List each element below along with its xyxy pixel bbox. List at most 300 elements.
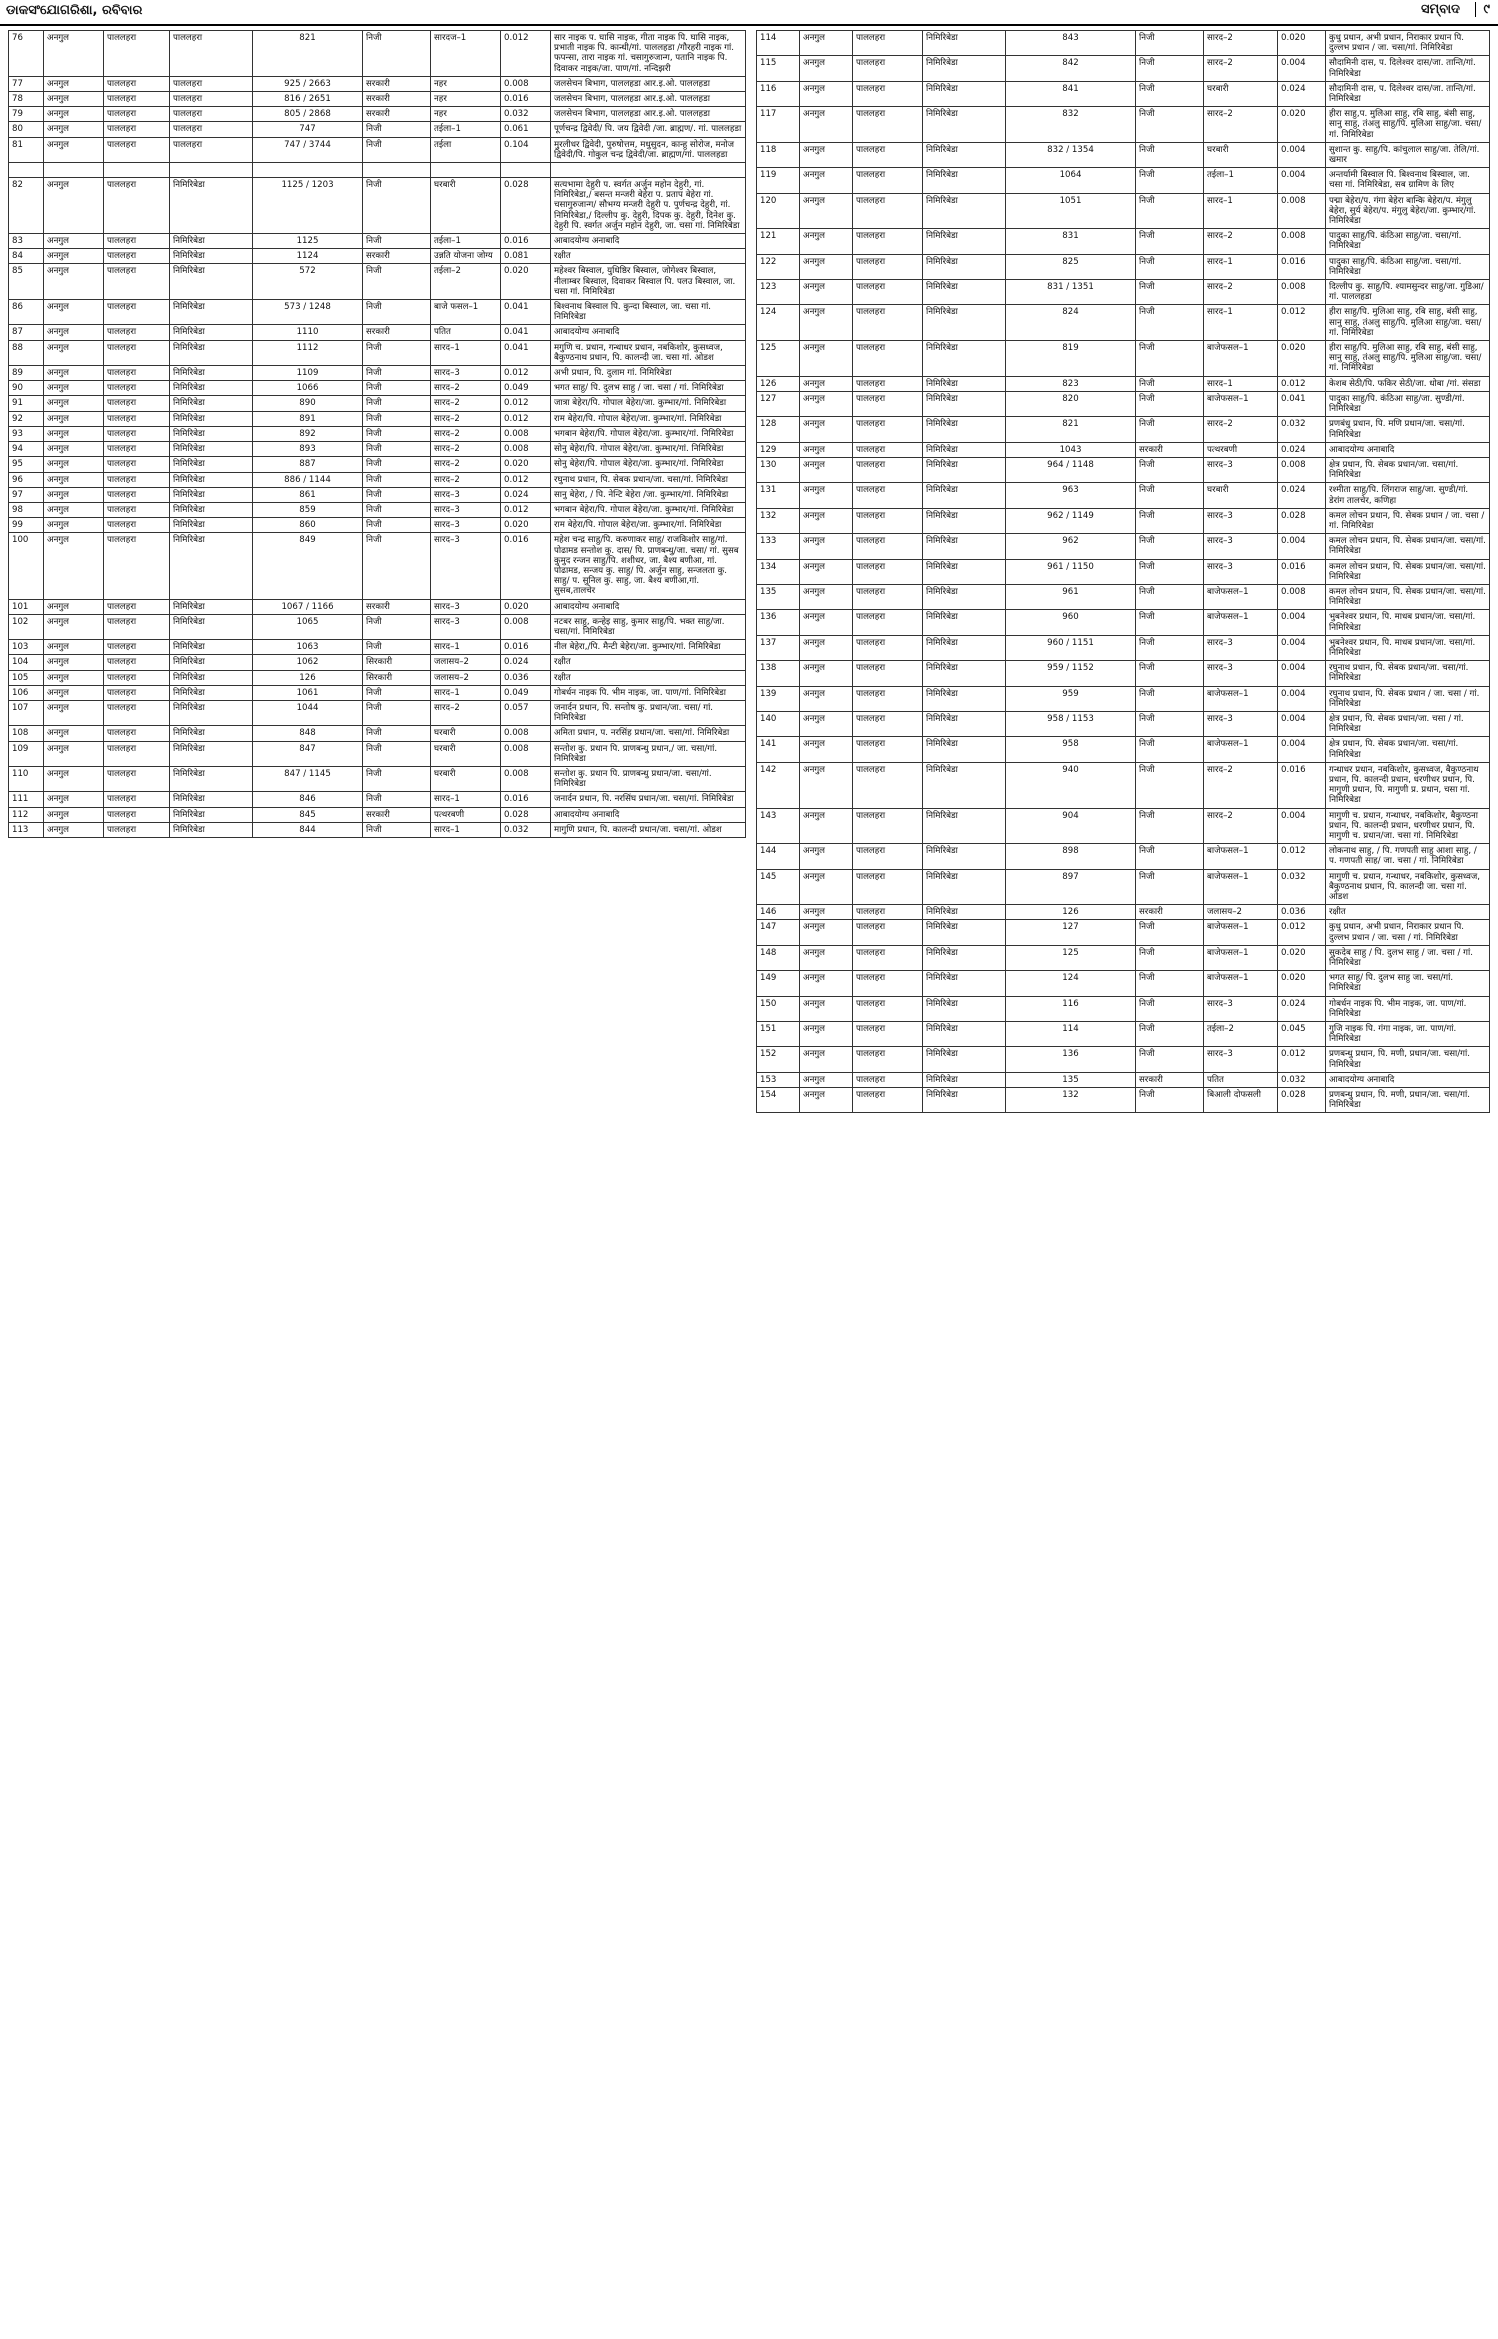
row-number-cell: 78 [9,92,44,107]
district-cell: अनगुल [800,142,853,167]
area-cell: 0.004 [1278,711,1326,736]
ownership-cell: निजी [363,396,431,411]
row-number-cell: 143 [757,808,800,844]
ownership-cell: सरकारी [363,599,431,614]
table-row [9,122,746,137]
row-number-cell: 88 [9,340,44,365]
plot-number-cell: 897 [1006,869,1136,905]
ownership-cell: निजी [363,300,431,325]
plot-number-cell: 124 [1006,971,1136,996]
owner-details-cell: सौदामिनी दास, प. दिलेश्वर दास/जा. तान्ति/गां. निमिरिबेडा [1326,56,1490,81]
ownership-cell: निजी [363,442,431,457]
owner-details-cell: आबादयोग्य अनाबादि [551,807,746,822]
village-cell: निमिरिबेडा [170,741,253,766]
plot-number-cell: 940 [1006,762,1136,808]
plot-number-cell: 1065 [253,614,363,639]
district-cell: अनगुल [44,178,104,234]
district-cell: अनगुल [800,559,853,584]
row-number-cell: 93 [9,426,44,441]
owner-details-cell: हीरा साहु/पि. मुलिआ साहु, रबि साहु, बंसी साहु, सानु साहु, तंअलु साहु/पि. मुलिआ साहु/जा. चसा/गां. निमिरिबेडा [1326,305,1490,341]
ownership-cell: निजी [363,822,431,837]
area-cell: 0.020 [501,599,551,614]
table-row [757,534,1490,559]
owner-details-cell: जात्रा बेहेरा/पि. गोपाल बेहेरा/जा. कुम्भार/गां. निमिरिबेडा [551,396,746,411]
village-cell: निमिरिबेडा [170,366,253,381]
ownership-cell: निजी [363,411,431,426]
area-cell: 0.041 [501,300,551,325]
district-cell: अनगुल [44,234,104,249]
village-cell: निमिरिबेडा [923,635,1006,660]
land-type-cell: सारद–2 [1204,762,1278,808]
land-type-cell: सारद–1 [431,822,501,837]
table-row [757,996,1490,1021]
table-row [757,81,1490,106]
owner-details-cell: पद्मा बेहेरा/प. गंगा बेहेरा बान्कि बेहेरा/प. मंगुलु बेहेरा, सुर्य बेहेरा/प. मंगुलु बेहेरा/जा. कुम्भार/गां. निमिरिबेडा [1326,193,1490,229]
land-type-cell: सारद–3 [1204,457,1278,482]
ownership-cell: निजी [1136,168,1204,193]
area-cell: 0.041 [501,325,551,340]
ownership-cell: निजी [1136,686,1204,711]
plot-number-cell: 841 [1006,81,1136,106]
district-cell: अनगुल [800,711,853,736]
row-number-cell: 81 [9,137,44,162]
table-row [757,559,1490,584]
header-right [1421,2,1490,17]
district-cell: अनगुल [800,808,853,844]
land-type-cell: सारद–2 [431,442,501,457]
table-row [9,741,746,766]
land-type-cell: सारद–1 [431,340,501,365]
land-type-cell: सारद–3 [1204,711,1278,736]
owner-details-cell: सन्तोश कु. प्रधान पि. प्राणबन्धु प्रधान,/ जा. चसा/गां. निमिरिबेडा [551,741,746,766]
land-type-cell: सारद–3 [1204,534,1278,559]
tahsil-cell: पाललहरा [853,280,923,305]
ownership-cell: सरकारी [1136,905,1204,920]
tahsil-cell: पाललहरा [104,137,170,162]
plot-number-cell: 964 / 1148 [1006,457,1136,482]
tahsil-cell: पाललहरा [853,686,923,711]
land-type-cell: सारद–2 [431,411,501,426]
land-type-cell: सारद–3 [1204,635,1278,660]
plot-number-cell: 819 [1006,341,1136,377]
area-cell: 0.012 [501,366,551,381]
land-type-cell: बाजेफसल–1 [1204,869,1278,905]
ownership-cell: निजी [1136,229,1204,254]
area-cell: 0.024 [1278,81,1326,106]
owner-details-cell: मुरलीधर द्विवेदी, पुरुषोत्तम, मधुसुदन, कान्हु सोरोज, मनोज द्विवेदी/पि. गोकुल चन्द्र द्विवेदी/जा. ब्राह्मण/गां. पाललहडा [551,137,746,162]
land-type-cell: सारद–1 [1204,193,1278,229]
land-type-cell: सारद–3 [431,487,501,502]
plot-number-cell: 824 [1006,305,1136,341]
area-cell: 0.028 [1278,1088,1326,1113]
table-row [9,325,746,340]
owner-details-cell: महेश्वर बिस्वाल, युधिष्ठिर बिस्वाल, जोगेश्वर बिस्वाल, नीलाम्बर बिस्वाल, दिवाकर बिस्वाल पि. पलउ बिस्वाल, जा. चसा गां. निमिरिबेडा [551,264,746,300]
land-type-cell: जलासय–2 [1204,905,1278,920]
district-cell: अनगुल [800,762,853,808]
row-number-cell: 118 [757,142,800,167]
owner-details-cell: भगत साहु/ पि. दुलभ साहु / जा. चसा / गां. निमिरिबेडा [551,381,746,396]
tahsil-cell: पाललहरा [853,996,923,1021]
table-row [9,396,746,411]
ownership-cell: निजी [1136,584,1204,609]
area-cell: 0.020 [1278,341,1326,377]
ownership-cell: निजी [363,31,431,77]
village-cell: निमिरिबेडा [170,655,253,670]
table-row [9,807,746,822]
tahsil-cell: पाललहरा [104,792,170,807]
village-cell: पाललहरा [170,92,253,107]
owner-details-cell: कमल लोचन प्रधान, पि. सेबक प्रधान/जा. चसा/गां. निमिरिबेडा [1326,559,1490,584]
owner-details-cell: क्षेत्र प्रधान, पि. सेबक प्रधान/जा. चसा / गां. निमिरिबेडा [1326,711,1490,736]
table-row [9,300,746,325]
table-row [9,533,746,599]
plot-number-cell: 890 [253,396,363,411]
ownership-cell: निजी [363,472,431,487]
tahsil-cell: पाललहरा [853,508,923,533]
row-number-cell: 105 [9,670,44,685]
tahsil-cell: पाललहरा [853,391,923,416]
village-cell: निमिरिबेडा [923,254,1006,279]
row-number-cell: 101 [9,599,44,614]
plot-number-cell: 126 [1006,905,1136,920]
table-row [757,442,1490,457]
owner-details-cell: आबादयोग्य अनाबादि [551,234,746,249]
tahsil-cell: पाललहरा [853,31,923,56]
tahsil-cell: पाललहरा [104,249,170,264]
tahsil-cell: पाललहरा [104,533,170,599]
land-type-cell: घरबारी [431,766,501,791]
district-cell: अनगुल [800,341,853,377]
row-number-cell: 91 [9,396,44,411]
ownership-cell: निजी [363,426,431,441]
ownership-cell: निजी [363,700,431,725]
district-cell: अनगुल [44,533,104,599]
village-cell: पाललहरा [170,76,253,91]
row-number-cell: 139 [757,686,800,711]
tahsil-cell: पाललहरा [853,417,923,442]
ownership-cell: निजी [1136,610,1204,635]
row-number-cell: 145 [757,869,800,905]
village-cell: निमिरिबेडा [923,417,1006,442]
land-type-cell: सारद–3 [431,518,501,533]
area-cell: 0.004 [1278,661,1326,686]
table-row [9,76,746,91]
table-row [9,442,746,457]
plot-number-cell: 125 [1006,945,1136,970]
village-cell: निमिरिबेडा [170,766,253,791]
land-type-cell: सारद–2 [431,396,501,411]
area-cell: 0.008 [1278,229,1326,254]
village-cell: निमिरिबेडा [923,1072,1006,1087]
owner-details-cell: जलसेचन बिभाग, पाललहडा आर.इ.ओ. पाललहडा [551,107,746,122]
area-cell: 0.016 [1278,762,1326,808]
table-row [757,661,1490,686]
tahsil-cell: पाललहरा [853,254,923,279]
plot-number-cell: 1066 [253,381,363,396]
land-type-cell: सारद–3 [1204,559,1278,584]
tahsil-cell: पाललहरा [104,599,170,614]
tahsil-cell: पाललहरा [104,411,170,426]
row-number-cell: 140 [757,711,800,736]
plot-number-cell: 1044 [253,700,363,725]
table-row [9,502,746,517]
land-type-cell: सारद–2 [431,381,501,396]
owner-details-cell: क्षेत्र प्रधान, पि. सेबक प्रधान/जा. चसा/गां. निमिरिबेडा [1326,457,1490,482]
ownership-cell: निजी [1136,762,1204,808]
tahsil-cell: पाललहरा [853,341,923,377]
area-cell: 0.008 [1278,280,1326,305]
village-cell: निमिरिबेडा [923,844,1006,869]
ownership-cell: निजी [1136,376,1204,391]
plot-number-cell: 1125 / 1203 [253,178,363,234]
ownership-cell: निजी [1136,341,1204,377]
area-cell: 0.020 [1278,945,1326,970]
village-cell: निमिरिबेडा [923,559,1006,584]
row-number-cell: 124 [757,305,800,341]
plot-number-cell: 861 [253,487,363,502]
ownership-cell: सरकारी [363,107,431,122]
land-type-cell: सारदज–1 [431,31,501,77]
owner-details-cell: रक्षीत [551,670,746,685]
ownership-cell: निजी [363,685,431,700]
table-row [9,614,746,639]
owner-details-cell: प्रणबन्धु प्रधान, पि. मणी, प्रधान/जा. चसा/गां. निमिरिबेडा [1326,1047,1490,1072]
district-cell: अनगुल [800,56,853,81]
district-cell: अनगुल [44,766,104,791]
area-cell: 0.016 [1278,254,1326,279]
tahsil-cell: पाललहरा [853,483,923,508]
area-cell: 0.008 [501,76,551,91]
area-cell: 0.032 [1278,1072,1326,1087]
row-number-cell: 126 [757,376,800,391]
plot-number-cell: 1064 [1006,168,1136,193]
tahsil-cell: पाललहरा [853,168,923,193]
village-cell: निमिरिबेडा [923,305,1006,341]
table-row [9,726,746,741]
tahsil-cell: पाललहरा [104,381,170,396]
plot-number-cell: 573 / 1248 [253,300,363,325]
plot-number-cell: 821 [1006,417,1136,442]
ownership-cell: निजी [1136,280,1204,305]
table-row [757,737,1490,762]
area-cell: 0.024 [501,655,551,670]
district-cell: अनगुल [44,442,104,457]
tahsil-cell: पाललहरा [853,762,923,808]
district-cell: अनगुल [44,700,104,725]
area-cell: 0.036 [1278,905,1326,920]
plot-number-cell: 136 [1006,1047,1136,1072]
owner-details-cell: जनार्दन प्रधान, पि. सन्तोष कु. प्रधान/जा. चसा/ गां. निमिरिबेडा [551,700,746,725]
owner-details-cell: मगुणि च. प्रधान, गन्धाधर प्रधान, नबकिशोर, कुसध्वज, बैकुण्ठनाथ प्रधान, पि. कालन्दी जा. चसा गां. ओडश [551,340,746,365]
area-cell: 0.008 [1278,584,1326,609]
table-row [757,1022,1490,1047]
table-row [757,610,1490,635]
ownership-cell: निजी [363,122,431,137]
ownership-cell: निजी [1136,1047,1204,1072]
district-cell: अनगुल [800,107,853,143]
district-cell: अनगुल [800,376,853,391]
row-number-cell: 86 [9,300,44,325]
plot-number-cell: 114 [1006,1022,1136,1047]
tahsil-cell: पाललहरा [104,340,170,365]
owner-details-cell: आबादयोग्य अनाबादि [1326,1072,1490,1087]
owner-details-cell: अन्तर्यामी बिस्वाल पि. बिश्वनाथ बिस्वाल, जा. चसा गां. निमिरिबेडा, सब ग्रामिण के लिए [1326,168,1490,193]
district-cell: अनगुल [800,305,853,341]
tahsil-cell: पाललहरा [853,305,923,341]
row-number-cell: 90 [9,381,44,396]
row-number-cell: 117 [757,107,800,143]
table-row [757,844,1490,869]
row-number-cell: 110 [9,766,44,791]
district-cell: अनगुल [44,670,104,685]
area-cell [501,163,551,178]
owner-details-cell: सौदामिनी दास, प. दिलेश्वर दास/जा. तान्ति/गां. निमिरिबेडा [1326,81,1490,106]
area-cell: 0.016 [1278,559,1326,584]
land-type-cell: नहर [431,76,501,91]
district-cell: अनगुल [800,661,853,686]
row-number-cell: 87 [9,325,44,340]
row-number-cell: 147 [757,920,800,945]
tahsil-cell: पाललहरा [853,920,923,945]
newspaper-mark: ସମ୍ବାଦ [1421,2,1460,17]
tahsil-cell: पाललहरा [104,614,170,639]
area-cell: 0.012 [1278,305,1326,341]
village-cell: निमिरिबेडा [923,229,1006,254]
land-table-right [756,30,1490,1113]
tahsil-cell: पाललहरा [104,807,170,822]
row-number-cell: 107 [9,700,44,725]
plot-number-cell: 962 [1006,534,1136,559]
land-type-cell: बाजेफसल–1 [1204,971,1278,996]
village-cell: निमिरिबेडा [170,807,253,822]
row-number-cell: 138 [757,661,800,686]
row-number-cell: 92 [9,411,44,426]
ownership-cell: निजी [1136,81,1204,106]
ownership-cell: सिरकारी [363,655,431,670]
row-number-cell: 146 [757,905,800,920]
tahsil-cell: पाललहरा [853,945,923,970]
land-type-cell: सारद–2 [431,472,501,487]
village-cell: निमिरिबेडा [923,168,1006,193]
area-cell: 0.045 [1278,1022,1326,1047]
ownership-cell: निजी [363,741,431,766]
plot-number-cell: 831 [1006,229,1136,254]
tahsil-cell: पाललहरा [853,534,923,559]
tahsil-cell: पाललहरा [104,234,170,249]
ownership-cell [363,163,431,178]
ownership-cell: सरकारी [1136,442,1204,457]
row-number-cell: 111 [9,792,44,807]
page-number: ୯ [1475,2,1490,17]
village-cell: पाललहरा [170,31,253,77]
table-row [757,56,1490,81]
village-cell: निमिरिबेडा [170,300,253,325]
row-number-cell: 127 [757,391,800,416]
district-cell: अनगुल [44,502,104,517]
village-cell: निमिरिबेडा [170,249,253,264]
area-cell: 0.008 [1278,457,1326,482]
table-row [9,163,746,178]
table-row [9,107,746,122]
table-row [9,264,746,300]
plot-number-cell: 572 [253,264,363,300]
land-type-cell: बाजेफसल–1 [1204,737,1278,762]
tahsil-cell: पाललहरा [853,457,923,482]
village-cell: पाललहरा [170,122,253,137]
ownership-cell: निजी [363,457,431,472]
row-number-cell: 95 [9,457,44,472]
row-number-cell: 112 [9,807,44,822]
village-cell: निमिरिबेडा [170,640,253,655]
land-type-cell: सारद–1 [431,640,501,655]
table-row [757,391,1490,416]
row-number-cell: 115 [757,56,800,81]
area-cell: 0.008 [501,442,551,457]
land-type-cell: तईला–2 [1204,1022,1278,1047]
row-number-cell: 104 [9,655,44,670]
district-cell: अनगुल [44,137,104,162]
land-type-cell: घरबारी [431,741,501,766]
owner-details-cell: आबादयोग्य अनाबादि [1326,442,1490,457]
village-cell: निमिरिबेडा [170,426,253,441]
plot-number-cell: 747 [253,122,363,137]
district-cell: अनगुल [800,610,853,635]
district-cell: अनगुल [44,655,104,670]
table-row [757,168,1490,193]
plot-number-cell: 747 / 3744 [253,137,363,162]
area-cell: 0.032 [501,107,551,122]
land-type-cell: बाजेफसल–1 [1204,920,1278,945]
plot-number-cell [253,163,363,178]
ownership-cell: निजी [363,381,431,396]
tahsil-cell: पाललहरा [104,396,170,411]
table-row [9,249,746,264]
land-type-cell: बाजे फसल–1 [431,300,501,325]
row-number-cell: 114 [757,31,800,56]
tahsil-cell: पाललहरा [853,229,923,254]
owner-details-cell: हीरा साहु,प. मुलिआ साहु, रबि साहु, बंसी साहु, सानु साहु, तंअलु साहु/पि. मुलिआ साहु/जा. चसा/ गां. निमिरिबेडा [1326,107,1490,143]
land-type-cell: सारद–3 [431,533,501,599]
row-number-cell: 131 [757,483,800,508]
tahsil-cell: पाललहरा [853,442,923,457]
area-cell: 0.004 [1278,142,1326,167]
area-cell: 0.016 [501,640,551,655]
village-cell: निमिरिबेडा [170,700,253,725]
table-row [757,142,1490,167]
plot-number-cell: 832 [1006,107,1136,143]
village-cell: निमिरिबेडा [923,808,1006,844]
land-type-cell: सारद–3 [1204,1047,1278,1072]
area-cell: 0.024 [1278,483,1326,508]
village-cell: निमिरिबेडा [170,502,253,517]
row-number-cell: 106 [9,685,44,700]
ownership-cell: निजी [363,792,431,807]
table-row [9,685,746,700]
owner-details-cell: आबादयोग्य अनाबादि [551,599,746,614]
tahsil-cell: पाललहरा [853,905,923,920]
plot-number-cell: 893 [253,442,363,457]
table-row [757,808,1490,844]
district-cell: अनगुल [800,442,853,457]
plot-number-cell: 126 [253,670,363,685]
tahsil-cell: पाललहरा [853,584,923,609]
area-cell: 0.004 [1278,610,1326,635]
ownership-cell: निजी [363,533,431,599]
district-cell: अनगुल [44,685,104,700]
table-row [757,711,1490,736]
row-number-cell: 108 [9,726,44,741]
area-cell: 0.012 [501,411,551,426]
